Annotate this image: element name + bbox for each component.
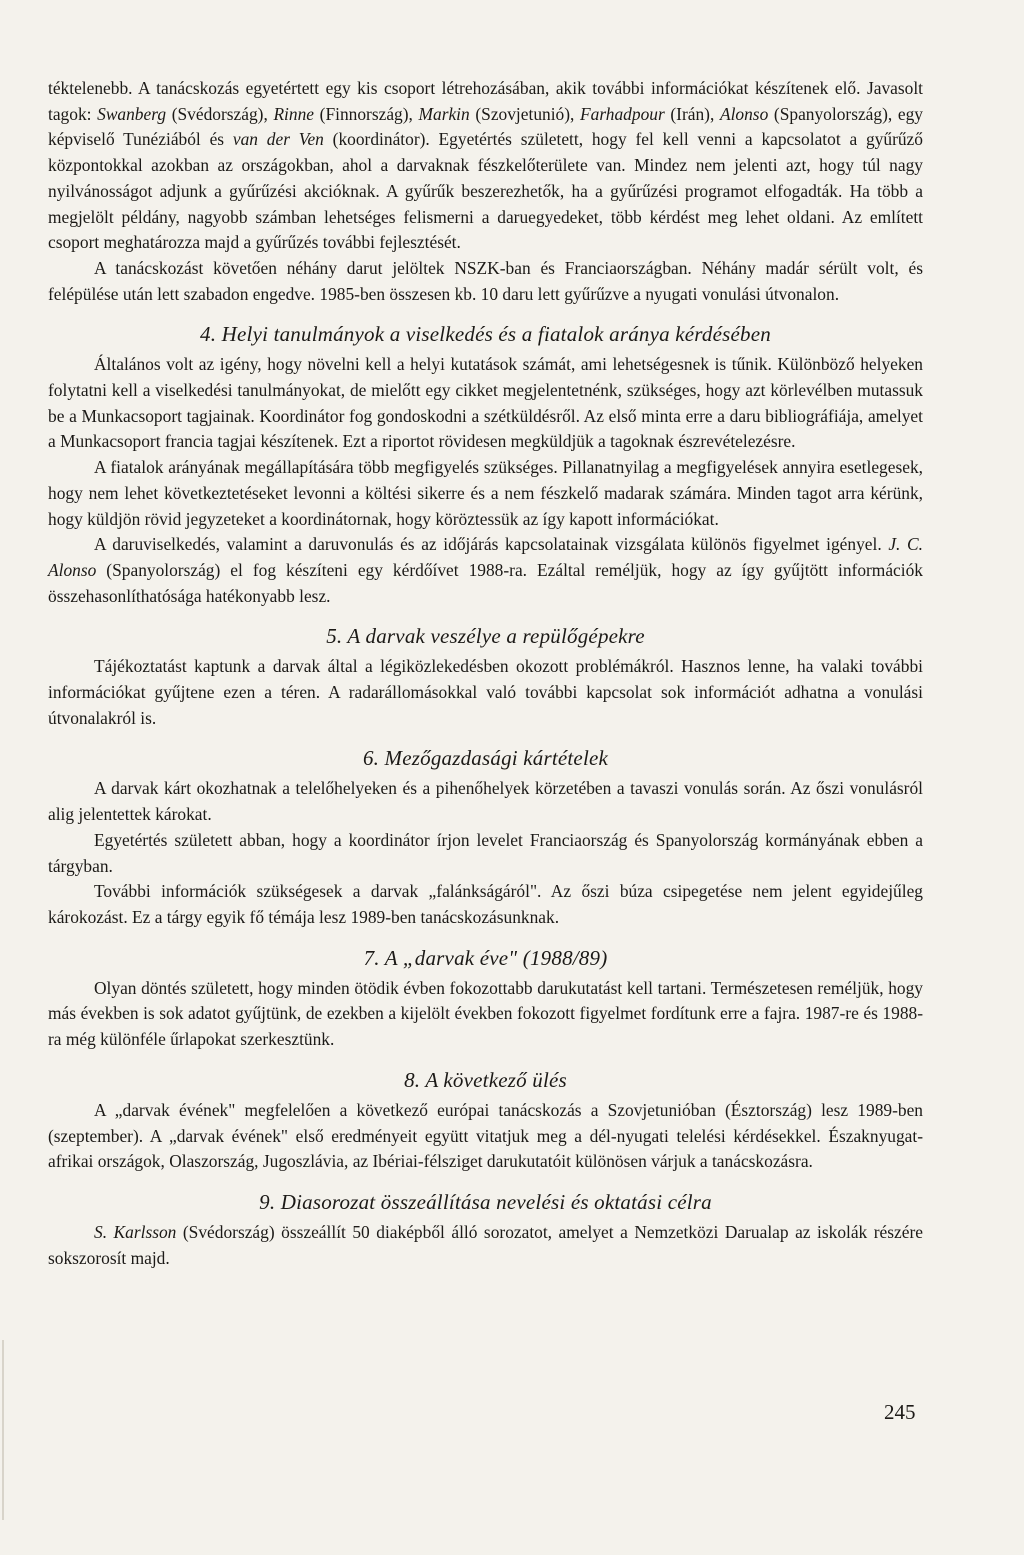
text-run: Tájékoztatást kaptunk a darvak által a légiközlekedésben okozott problémákról. Hasznos lenne, ha valaki további információkat gyűjtene ezen a téren. A radarállomásokkal való további kapcsolat sok információt adhatna a vonulási útvonalakról is. [48,656,923,728]
paragraph [48,532,923,609]
italic-name: J. C. Alonso [48,534,923,580]
paragraph [48,776,923,827]
italic-name: Markin [418,103,470,124]
text-run: A fiatalok arányának megállapítására több megfigyelés szükséges. Pillanatnyilag a megfigyelések annyira esetlegesek, hogy nem lehet következtetéseket levonni a költési sikerre és a nem fészkelő madarak számára. Minden tagot arra kérünk, hogy küldjön rövid jegyzeteket a koordinátornak, hogy köröztessük az így kapott információkat. [48,457,923,529]
paragraph [48,76,923,256]
paragraph [48,828,923,879]
italic-name: Farhadpour [580,103,665,124]
text-run: A „darvak évének" megfelelően a következő európai tanácskozás a Szovjetunióban (Észtország) lesz 1989-ben (szeptember). A „darvak évének" első eredményeit együtt vitatjuk meg a dél-nyugati telelési kérdésekkel. Északnyugat-afrikai országok, Olaszország, Jugoszlávia, az Ibériai-félsziget darukutatóit különösen várjuk a tanácskozásra. [48,1099,923,1172]
text-run: (Svédország), [166,103,274,124]
text-run: (Szovjetunió), [469,103,581,124]
text-run: (Svédország) összeállít 50 diaképből álló sorozatot, amelyet a Nemzetközi Darualap az iskolák részére sokszorosít majd. [48,1221,923,1268]
page-binding-shadow [2,1340,4,1520]
section-heading: 9. Diasorozat összeállítása nevelési és oktatási célra [259,1189,712,1214]
paragraph [48,352,923,455]
text-run: Általános volt az igény, hogy növelni kell a helyi kutatások számát, ami lehetségesnek is tűnik. Különböző helyeken folytatni kell a viselkedési tanulmányokat, de mielőtt egy cikket megjelentetnénk, szükséges, hogy azt körlevélben mutassuk be a Munkacsoport tagjainak. Koordinátor fog gondoskodni a szétküldésről. Az első minta erre a daru bibliográfiája, amelyet a Munkacsoport francia tagjai készítenek. Ezt a riportot rövidesen megküldjük a tagoknak észrevételezésre. [48,354,923,452]
section-heading: 5. A darvak veszélye a repülőgépekre [326,624,645,649]
paragraph [48,879,923,930]
text-run: (Spanyolország), egy képviselő Tunéziából és [48,103,923,150]
text-run: A tanácskozást követően néhány darut jelöltek NSZK-ban és Franciaországban. Néhány madár sérült volt, és felépülése után lett szabadon engedve. 1985-ben összesen kb. 10 daru lett gyűrűzve a nyugati vonulási útvonalon. [48,257,923,304]
paragraph [48,1098,923,1175]
section-heading: 7. A „darvak éve" (1988/89) [363,945,608,970]
paragraph [48,455,923,532]
section-heading: 6. Mezőgazdasági kártételek [362,746,609,771]
paragraph [48,256,923,307]
text-run: A darvak kárt okozhatnak a telelőhelyeken és a pihenőhelyek körzetében a tavaszi vonulás során. Az őszi vonulásról alig jelentettek károkat. [48,778,923,825]
page-body [48,76,923,1271]
text-run: A daruviselkedés, valamint a daruvonulás és az időjárás kapcsolatainak vizsgálata különös figyelmet igényel. [94,534,889,555]
italic-name: Alonso [719,103,769,124]
text-run: Egyetértés született abban, hogy a koordinátor írjon levelet Franciaország és Spanyolország kormányának ebben a tárgyban. [48,829,923,876]
text-run: téktelenebb. A tanácskozás egyetértett egy kis csoport létrehozásában, akik további információkat készítenek elő. Javasolt tagok: [48,78,923,124]
section-heading: 8. A következő ülés [404,1067,567,1092]
text-run: Olyan döntés született, hogy minden ötödik évben fokozottabb darukutatást kell tartani. Természetesen reméljük, hogy más években is sok adatot gyűjtünk, de ezekben a kijelölt években fokozott figyelmet fordítunk erre a fajra. 1987-re és 1988-ra még különféle űrlapokat szerkesztünk. [48,977,923,1050]
section-heading: 4. Helyi tanulmányok a viselkedés és a fiatalok aránya kérdésében [200,322,771,347]
text-run: További információk szükségesek a darvak „falánkságáról". Az őszi búza csipegetése nem jelent egyidejűleg károkozást. Ez a tárgy egyik fő témája lesz 1989-ben tanácskozásunknak. [48,881,923,927]
paragraph [48,976,923,1053]
text-run: (Irán), [664,103,720,124]
paragraph [48,1220,923,1271]
text-run: (koordinátor). Egyetértés született, hogy fel kell venni a kapcsolatot a gyűrűző központokkal azokban az országokban, ahol a darvaknak fészkelőterülete van. Mindez nem jelenti azt, hogy túl nagy nyilvánosságot adjunk a gyűrűzési akcióknak. A gyűrűk beszerezhetők, ha a gyűrűzési programot elfogadták. Ha több a megjelölt példány, nagyobb számban lehetséges felismerni a daruegyedeket, több kérdést meg lehet oldani. Az említett csoport meghatározza majd a gyűrűzés további fejlesztését. [48,129,923,253]
text-run: (Finnország), [314,103,419,124]
page-number: 245 [884,1400,916,1424]
italic-name: S. Karlsson [94,1221,177,1242]
italic-name: van der Ven [232,129,324,150]
italic-name: Rinne [273,103,315,124]
italic-name: Swanberg [97,103,167,124]
text-run: (Spanyolország) el fog készíteni egy kérdőívet 1988-ra. Ezáltal reméljük, hogy az így gyűjtött információk összehasonlíthatósága hatékonyabb lesz. [48,559,923,606]
paragraph [48,654,923,731]
